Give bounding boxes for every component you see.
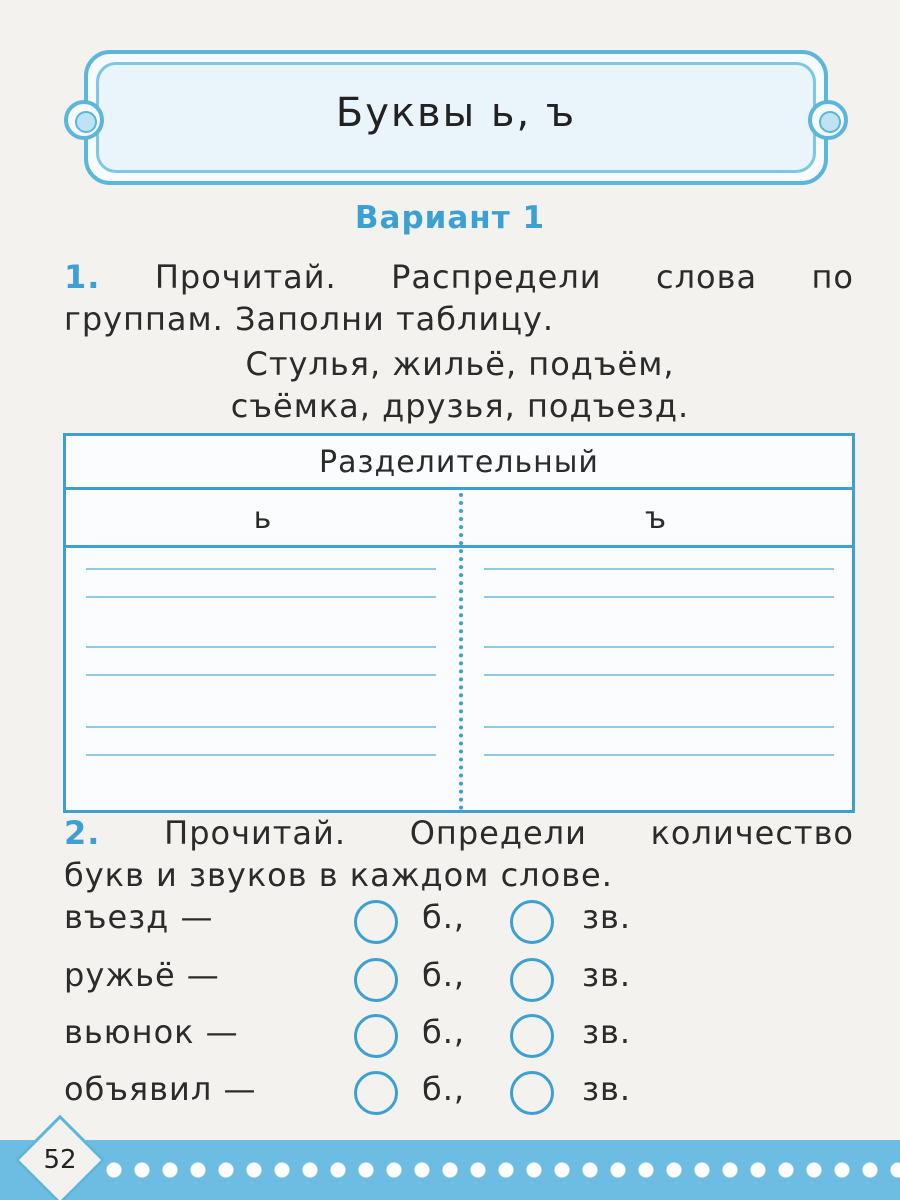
letters-count-circle[interactable] <box>354 958 398 1002</box>
footer-dot-pattern <box>100 1158 900 1182</box>
answer-line-left-6[interactable] <box>86 754 436 756</box>
sounds-unit: зв. <box>582 1013 632 1051</box>
answer-line-right-5[interactable] <box>484 726 834 728</box>
title-banner <box>84 50 828 185</box>
task2-text-line1: Прочитай. Определи количество <box>164 814 854 852</box>
variant-label: Вариант 1 <box>354 200 546 236</box>
row-word: въезд — <box>64 898 214 936</box>
letters-unit: б., <box>422 898 466 936</box>
letters-unit: б., <box>422 1013 466 1051</box>
answer-line-left-2[interactable] <box>86 596 436 598</box>
sounds-unit: зв. <box>582 1070 632 1108</box>
task1-text-line1: Прочитай. Распредели слова по <box>154 258 854 296</box>
row-word: ружьё — <box>64 956 220 994</box>
letters-unit: б., <box>422 1070 466 1108</box>
answer-line-left-3[interactable] <box>86 646 436 648</box>
task1-number: 1. <box>64 258 101 296</box>
sort-table <box>63 433 855 813</box>
task1-words-line1: Стулья, жильё, подъём, <box>245 345 675 383</box>
sounds-count-circle[interactable] <box>510 1071 554 1115</box>
sounds-count-circle[interactable] <box>510 900 554 944</box>
task1-instruction-line1 <box>64 256 854 298</box>
sounds-unit: зв. <box>582 956 632 994</box>
sounds-count-circle[interactable] <box>510 958 554 1002</box>
column-header-hard-sign: ъ <box>459 490 852 548</box>
answer-line-right-1[interactable] <box>484 568 834 570</box>
answer-line-right-6[interactable] <box>484 754 834 756</box>
answer-line-right-3[interactable] <box>484 646 834 648</box>
task2-instruction-line2: букв и звуков в каждом слове. <box>64 856 613 894</box>
task1-instruction-line2: группам. Заполни таблицу. <box>64 300 555 338</box>
letters-count-circle[interactable] <box>354 900 398 944</box>
letters-unit: б., <box>422 956 466 994</box>
column-divider <box>459 493 463 810</box>
task1-words-line2: съёмка, друзья, подъезд. <box>230 387 690 425</box>
sounds-count-circle[interactable] <box>510 1014 554 1058</box>
answer-line-left-5[interactable] <box>86 726 436 728</box>
answer-line-right-2[interactable] <box>484 596 834 598</box>
row-word: объявил — <box>64 1070 257 1108</box>
answer-line-left-1[interactable] <box>86 568 436 570</box>
column-header-soft-sign: ь <box>66 490 459 548</box>
letters-count-circle[interactable] <box>354 1014 398 1058</box>
answer-line-left-4[interactable] <box>86 674 436 676</box>
footer-band <box>0 1140 900 1200</box>
task2-number: 2. <box>64 814 101 852</box>
sounds-unit: зв. <box>582 898 632 936</box>
answer-line-right-4[interactable] <box>484 674 834 676</box>
page-title: Буквы ь, ъ <box>335 90 577 136</box>
task2-instruction-line1 <box>64 812 854 854</box>
letters-count-circle[interactable] <box>354 1071 398 1115</box>
row-word: вьюнок — <box>64 1013 239 1051</box>
table-header: Разделительный <box>66 436 852 490</box>
page-number: 52 <box>43 1145 77 1175</box>
